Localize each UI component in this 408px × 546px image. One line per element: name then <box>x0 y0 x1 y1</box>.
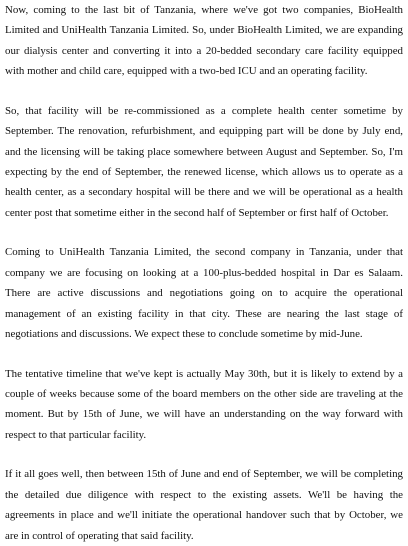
paragraph-tentative-timeline: The tentative timeline that we've kept is actually May 30th, but it is likely to extend by a couple of weeks because some of the board members on the other side are traveling at the moment. But by 15th of June, we will have an understanding on the way forward with respect to that particular facility. <box>5 367 403 441</box>
paragraph-recommissioning-timeline: So, that facility will be re-commissioned as a complete health center sometime by September. The renovation, refurbishment, and equipping part will be done by July end, and the licensing will be taking place somewhere between August and September. So, I'm expecting by the end of September, the renewed license, which allows us to operate as a health center, as a secondary hospital will be there and we will be operational as a health center post that sometime either in the second half of September or first half of October. <box>5 104 403 219</box>
paragraph-due-diligence: If it all goes well, then between 15th of June and end of September, we will be completing the detailed due diligence with respect to the existing assets. We'll be having the agreements in place and we'll initiate the operational handover such that by October, we are in control of operating that said facility. <box>5 468 403 542</box>
transcript-document <box>5 0 403 546</box>
paragraph-unihealth-acquisition: Coming to UniHealth Tanzania Limited, the second company in Tanzania, under that company we are focusing on looking at a 100-plus-bedded hospital in Dar es Salaam. There are active discussions and negotiations going on to acquire the operational management of an existing facility in that city. These are nearing the last stage of negotiations and discussions. We expect these to conclude sometime by mid-June. <box>5 246 403 341</box>
paragraph-biohealth-expansion: Now, coming to the last bit of Tanzania, where we've got two companies, BioHealth Limited and UniHealth Tanzania Limited. So, under BioHealth Limited, we are expanding our dialysis center and converting it into a 20-bedded secondary care facility equipped with mother and child care, equipped with a two-bed ICU and an operating facility. <box>5 4 403 78</box>
